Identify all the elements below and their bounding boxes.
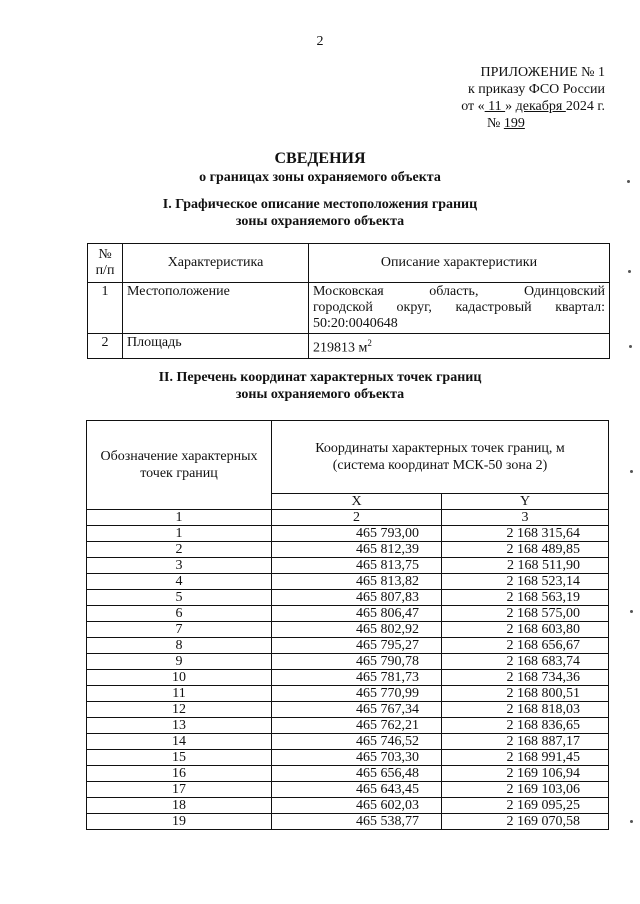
section2-title-line1: II. Перечень координат характерных точек границ xyxy=(158,370,482,385)
point-number: 17 xyxy=(87,782,272,798)
header-y: Y xyxy=(442,494,609,510)
point-number: 5 xyxy=(87,590,272,606)
scan-mark xyxy=(630,610,633,613)
point-y: 2 168 836,65 xyxy=(442,718,609,734)
document-subtitle: о границах зоны охраняемого объекта xyxy=(199,170,441,185)
point-number: 18 xyxy=(87,798,272,814)
point-number: 14 xyxy=(87,734,272,750)
table-row xyxy=(87,590,609,606)
header-coordinates-line1: Координаты характерных точек границ, м xyxy=(315,441,565,456)
table-row xyxy=(87,558,609,574)
point-x: 465 812,39 xyxy=(272,542,442,558)
point-x: 465 807,83 xyxy=(272,590,442,606)
section1-title xyxy=(0,196,640,230)
point-number: 16 xyxy=(87,766,272,782)
header-point-designation: Обозначение характерных точек границ xyxy=(87,421,272,510)
section2-title-line2: зоны охраняемого объекта xyxy=(235,387,405,402)
header-coordinates-line2: (система координат МСК-50 зона 2) xyxy=(332,458,548,473)
point-y: 2 168 511,90 xyxy=(442,558,609,574)
table-row xyxy=(87,526,609,542)
point-y: 2 168 603,80 xyxy=(442,622,609,638)
point-number: 1 xyxy=(87,526,272,542)
point-number: 3 xyxy=(87,558,272,574)
table-row xyxy=(87,542,609,558)
location-table-header xyxy=(88,244,610,283)
appendix-date-line xyxy=(390,98,605,115)
table-row xyxy=(88,334,610,359)
point-y: 2 168 656,67 xyxy=(442,638,609,654)
table-row xyxy=(87,574,609,590)
header-num: № п/п xyxy=(88,244,123,283)
point-number: 7 xyxy=(87,622,272,638)
table-row xyxy=(87,654,609,670)
point-number: 12 xyxy=(87,702,272,718)
date-prefix: от « xyxy=(461,99,485,114)
appendix-block xyxy=(390,64,605,132)
point-y: 2 168 315,64 xyxy=(442,526,609,542)
point-x: 465 746,52 xyxy=(272,734,442,750)
table-row xyxy=(87,702,609,718)
date-mid: » xyxy=(505,99,516,114)
point-y: 2 168 563,19 xyxy=(442,590,609,606)
document-title: СВЕДЕНИЯ xyxy=(274,150,366,167)
point-x: 465 770,99 xyxy=(272,686,442,702)
point-x: 465 643,45 xyxy=(272,782,442,798)
description-line: 50:20:0040648 xyxy=(313,316,398,331)
table-row xyxy=(87,766,609,782)
row-name: Площадь xyxy=(123,334,309,359)
point-y: 2 168 818,03 xyxy=(442,702,609,718)
point-x: 465 538,77 xyxy=(272,814,442,830)
row-num: 2 xyxy=(88,334,123,359)
table-row xyxy=(87,670,609,686)
point-number: 6 xyxy=(87,606,272,622)
point-y: 2 168 575,00 xyxy=(442,606,609,622)
coordinates-column-numbers xyxy=(87,510,609,526)
point-y: 2 168 683,74 xyxy=(442,654,609,670)
point-y: 2 168 991,45 xyxy=(442,750,609,766)
point-y: 2 169 103,06 xyxy=(442,782,609,798)
point-x: 465 790,78 xyxy=(272,654,442,670)
scan-mark xyxy=(628,270,631,273)
scan-mark xyxy=(627,180,630,183)
area-unit-sup: 2 xyxy=(367,338,372,348)
row-description xyxy=(309,283,610,334)
table-row xyxy=(87,750,609,766)
point-number: 10 xyxy=(87,670,272,686)
point-number: 9 xyxy=(87,654,272,670)
date-day: 11 xyxy=(484,99,506,114)
point-y: 2 168 523,14 xyxy=(442,574,609,590)
page-number: 2 xyxy=(316,34,324,49)
point-y: 2 168 734,36 xyxy=(442,670,609,686)
point-number: 13 xyxy=(87,718,272,734)
appendix-title: ПРИЛОЖЕНИЕ № 1 xyxy=(480,65,605,80)
scan-mark xyxy=(630,820,633,823)
point-y: 2 169 106,94 xyxy=(442,766,609,782)
table-row xyxy=(87,798,609,814)
number-prefix: № xyxy=(487,116,504,131)
table-row xyxy=(87,622,609,638)
point-number: 15 xyxy=(87,750,272,766)
column-number-2: 2 xyxy=(272,510,442,526)
point-x: 465 813,82 xyxy=(272,574,442,590)
location-table xyxy=(87,243,610,359)
point-x: 465 802,92 xyxy=(272,622,442,638)
point-y: 2 168 887,17 xyxy=(442,734,609,750)
point-x: 465 767,34 xyxy=(272,702,442,718)
point-x: 465 795,27 xyxy=(272,638,442,654)
row-value xyxy=(309,334,610,359)
point-x: 465 762,21 xyxy=(272,718,442,734)
point-x: 465 656,48 xyxy=(272,766,442,782)
point-number: 11 xyxy=(87,686,272,702)
table-row xyxy=(87,638,609,654)
point-x: 465 781,73 xyxy=(272,670,442,686)
point-y: 2 168 800,51 xyxy=(442,686,609,702)
date-month: декабря xyxy=(515,99,566,114)
section1-title-line1: I. Графическое описание местоположения границ xyxy=(162,197,478,212)
point-number: 4 xyxy=(87,574,272,590)
coordinates-table xyxy=(86,420,609,830)
point-x: 465 602,03 xyxy=(272,798,442,814)
table-row xyxy=(87,814,609,830)
row-name: Местоположение xyxy=(123,283,309,334)
point-x: 465 793,00 xyxy=(272,526,442,542)
number-value: 199 xyxy=(503,116,525,131)
table-row xyxy=(88,283,610,334)
column-number-3: 3 xyxy=(442,510,609,526)
section1-title-line2: зоны охраняемого объекта xyxy=(235,214,405,229)
scan-mark xyxy=(630,470,633,473)
column-number-1: 1 xyxy=(87,510,272,526)
scan-mark xyxy=(629,345,632,348)
point-number: 8 xyxy=(87,638,272,654)
appendix-order-line: к приказу ФСО России xyxy=(467,82,605,97)
point-y: 2 169 095,25 xyxy=(442,798,609,814)
point-y: 2 169 070,58 xyxy=(442,814,609,830)
table-row xyxy=(87,686,609,702)
table-row xyxy=(87,782,609,798)
header-coordinates xyxy=(272,421,609,494)
description-line: городской округ, кадастровый квартал: xyxy=(313,300,605,315)
table-row xyxy=(87,718,609,734)
date-year: 2024 г. xyxy=(565,99,605,114)
area-value: 219813 м xyxy=(313,340,368,356)
point-x: 465 703,30 xyxy=(272,750,442,766)
table-row xyxy=(87,734,609,750)
row-num: 1 xyxy=(88,283,123,334)
point-number: 2 xyxy=(87,542,272,558)
point-x: 465 806,47 xyxy=(272,606,442,622)
header-description: Описание характеристики xyxy=(309,244,610,283)
appendix-number-line xyxy=(390,115,605,132)
point-y: 2 168 489,85 xyxy=(442,542,609,558)
section2-title xyxy=(0,369,640,403)
header-characteristic: Характеристика xyxy=(123,244,309,283)
point-x: 465 813,75 xyxy=(272,558,442,574)
description-line: Московская область, Одинцовский xyxy=(313,284,605,299)
table-row xyxy=(87,606,609,622)
point-number: 19 xyxy=(87,814,272,830)
header-x: X xyxy=(272,494,442,510)
coordinates-header-row xyxy=(87,421,609,494)
